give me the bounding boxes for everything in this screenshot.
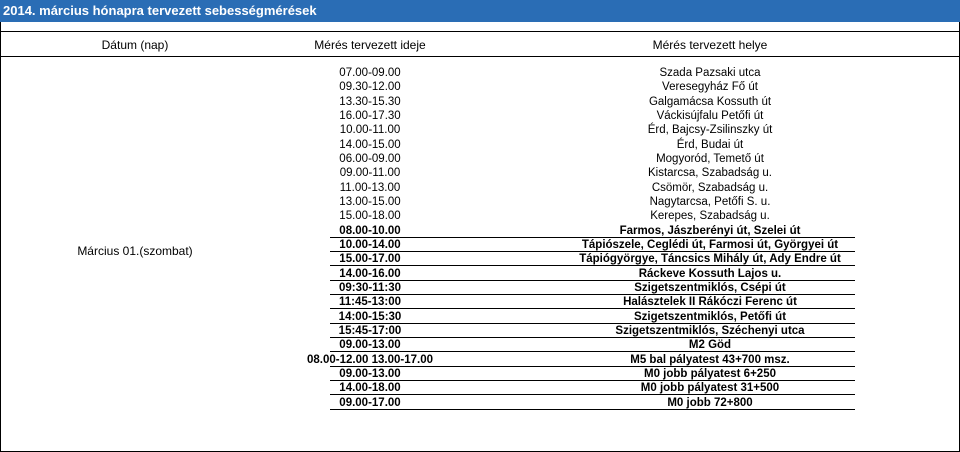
time-cell: 09.00-13.00 — [339, 367, 401, 380]
place-cell: Ráckeve Kossuth Lajos u. — [638, 267, 782, 280]
table-row — [0, 281, 960, 295]
table-row — [0, 209, 960, 223]
table-row — [0, 295, 960, 309]
table-row — [0, 195, 960, 209]
time-cell: 13.00-15.00 — [339, 195, 401, 208]
time-cell: 14.00-15.00 — [339, 138, 401, 151]
time-cell: 09.30-12.00 — [339, 81, 401, 94]
time-cell: 08.00-12.00 13.00-17.00 — [307, 353, 433, 366]
header-date: Dátum (nap) — [101, 38, 169, 52]
place-cell: Érd, Budai út — [676, 138, 744, 151]
place-cell: Halásztelek II Rákóczi Ferenc út — [623, 296, 797, 309]
place-cell: M2 Göd — [688, 339, 732, 352]
table-row — [0, 181, 960, 195]
time-cell: 15.00-18.00 — [339, 210, 401, 223]
time-cell: 13.30-15.30 — [339, 95, 401, 108]
date-cell: Március 01.(szombat) — [77, 244, 193, 258]
time-cell: 10.00-14.00 — [339, 238, 401, 251]
place-cell: Érd, Bajcsy-Zsilinszky út — [647, 124, 773, 137]
place-cell: Szigetszentmiklós, Csépi út — [634, 281, 786, 294]
table-row — [0, 324, 960, 338]
table-row — [0, 224, 960, 238]
time-cell: 15.00-17.00 — [339, 253, 401, 266]
table-row — [0, 367, 960, 381]
header-time: Mérés tervezett ideje — [314, 38, 426, 52]
page-title: 2014. március hónapra tervezett sebességmérések — [3, 3, 317, 18]
time-cell: 09.00-13.00 — [339, 339, 401, 352]
place-cell: M0 jobb 72+800 — [667, 396, 753, 409]
time-cell: 14:00-15:30 — [338, 310, 402, 323]
time-cell: 14.00-16.00 — [339, 267, 401, 280]
table-row — [0, 267, 960, 281]
place-cell: Szigetszentmiklós, Széchenyi utca — [615, 324, 805, 337]
place-cell: Váckisújfalu Petőfi út — [656, 109, 764, 122]
time-cell: 09:30-11:30 — [338, 281, 402, 294]
place-cell: Tápiószele, Ceglédi út, Farmosi út, Györgyei út — [581, 238, 839, 251]
table-row — [0, 80, 960, 94]
place-cell: Tápiógyörgye, Táncsics Mihály út, Ady Endre út — [579, 253, 841, 266]
row-rule — [330, 409, 855, 410]
time-cell: 14.00-18.00 — [339, 382, 401, 395]
place-cell: M0 jobb pályatest 31+500 — [640, 382, 780, 395]
header-place: Mérés tervezett helye — [652, 38, 768, 52]
time-cell: 07.00-09.00 — [339, 67, 401, 79]
time-cell: 15:45-17:00 — [338, 324, 402, 337]
table-row — [0, 310, 960, 324]
table-row — [0, 66, 960, 80]
time-cell: 10.00-11.00 — [339, 124, 401, 137]
table-row — [0, 166, 960, 180]
table-row — [0, 152, 960, 166]
time-cell: 09.00-11.00 — [339, 167, 401, 180]
header-top-rule — [0, 31, 960, 32]
time-cell: 09.00-17.00 — [339, 396, 401, 409]
time-cell: 16.00-17.30 — [339, 109, 401, 122]
table-row — [0, 338, 960, 352]
place-cell: Kistarcsa, Szabadság u. — [647, 167, 772, 180]
table-row — [0, 252, 960, 266]
time-cell: 11.00-13.00 — [339, 181, 401, 194]
table-row — [0, 396, 960, 410]
time-cell: 11:45-13:00 — [338, 296, 402, 309]
place-cell: Csömör, Szabadság u. — [651, 181, 769, 194]
table-row — [0, 109, 960, 123]
place-cell: Farmos, Jászberényi út, Szelei út — [619, 224, 801, 237]
table-row — [0, 95, 960, 109]
place-cell: Kerepes, Szabadság u. — [650, 210, 770, 223]
place-cell: Mogyoród, Temető út — [656, 152, 764, 165]
table-row — [0, 353, 960, 367]
place-cell: Nagytarcsa, Petőfi S. u. — [649, 195, 771, 208]
table-row — [0, 123, 960, 137]
time-cell: 08.00-10.00 — [339, 224, 401, 237]
place-cell: Veresegyház Fő út — [662, 81, 758, 94]
table-row — [0, 138, 960, 152]
place-cell: Szada Pazsaki utca — [659, 67, 761, 79]
place-cell: Szigetszentmiklós, Petőfi út — [633, 310, 787, 323]
header-bottom-rule — [0, 56, 960, 57]
time-cell: 06.00-09.00 — [339, 152, 401, 165]
place-cell: Galgamácsa Kossuth út — [648, 95, 772, 108]
title-bar — [0, 0, 960, 22]
place-cell: M0 jobb pályatest 6+250 — [644, 367, 776, 380]
table-row — [0, 238, 960, 252]
table-row — [0, 381, 960, 395]
place-cell: M5 bal pályatest 43+700 msz. — [630, 353, 790, 366]
